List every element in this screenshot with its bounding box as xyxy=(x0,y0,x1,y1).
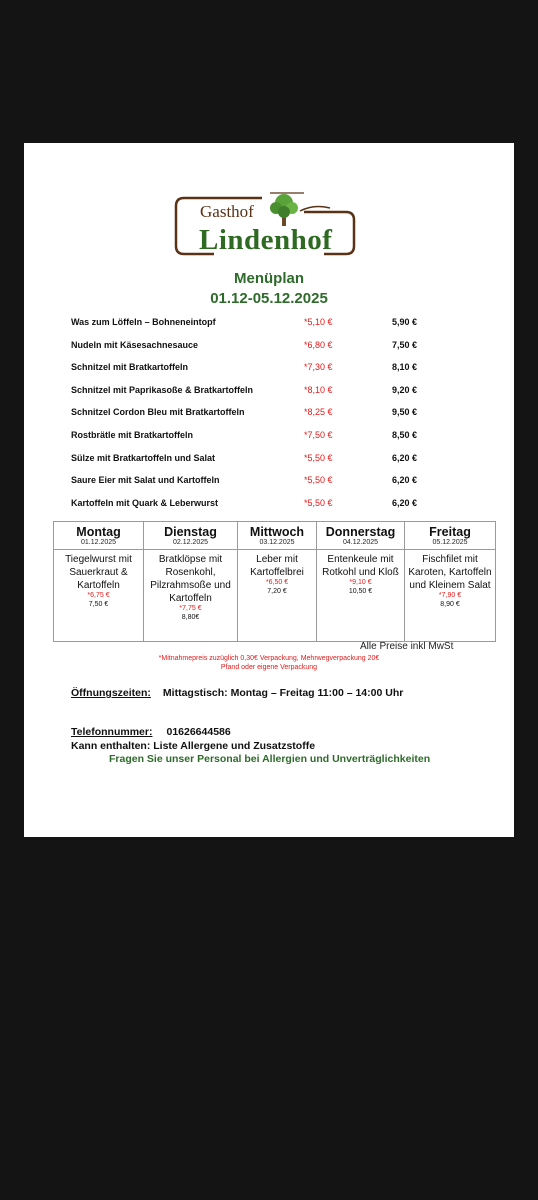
dish-name: Saure Eier mit Salat und Kartoffeln xyxy=(71,475,220,486)
logo-gasthof-text: Gasthof xyxy=(200,202,254,221)
dish-name: Rostbrätle mit Bratkartoffeln xyxy=(71,429,194,440)
dish-price: 6,20 € xyxy=(392,452,418,463)
dish-row xyxy=(71,317,431,340)
day-price: 8,90 € xyxy=(440,601,460,608)
dish-name: Sülze mit Bratkartoffeln und Salat xyxy=(71,452,216,463)
phone-label: Telefonnummer: xyxy=(71,726,153,738)
day-column-thursday xyxy=(317,522,405,641)
day-column-tuesday xyxy=(144,522,238,641)
dish-row xyxy=(71,430,431,453)
dish-takeaway-price: *7,30 € xyxy=(304,362,333,373)
day-takeaway-price: *6,50 € xyxy=(265,579,289,586)
day-takeaway-price: *6,75 € xyxy=(87,592,110,599)
day-name: Montag xyxy=(76,525,121,539)
day-price: 7,50 € xyxy=(88,601,109,608)
weekly-specials-table xyxy=(53,521,496,642)
day-column-friday xyxy=(405,522,495,641)
dish-row xyxy=(71,362,431,385)
day-price: 10,50 € xyxy=(348,588,373,595)
dish-price: 9,20 € xyxy=(392,384,418,395)
dish-takeaway-price: *7,50 € xyxy=(304,429,333,440)
day-date: 02.12.2025 xyxy=(172,539,209,546)
day-date: 05.12.2025 xyxy=(432,539,468,546)
dish-price: 8,10 € xyxy=(392,362,418,373)
day-dish: Entenkeule mit Rotkohl und Kloß xyxy=(322,554,399,578)
phone-number: 01626644586 xyxy=(166,726,231,738)
dish-name: Nudeln mit Käsesachnesauce xyxy=(71,339,199,350)
day-name: Freitag xyxy=(429,525,471,539)
opening-hours-text: Mittagstisch: Montag – Freitag 11:00 – 14:00 Uhr xyxy=(162,687,404,699)
dish-price: 6,20 € xyxy=(392,497,418,508)
day-header xyxy=(238,522,316,550)
dish-takeaway-price: *5,10 € xyxy=(304,317,333,327)
gasthof-lindenhof-logo xyxy=(174,188,356,258)
day-dish: Fischfilet mit Karoten, Kartoffeln und Kleinem Salat xyxy=(408,554,492,591)
dish-name: Schnitzel Cordon Bleu mit Bratkartoffeln xyxy=(71,407,245,418)
day-column-wednesday xyxy=(238,522,317,641)
day-dish: Tiegelwurst mit Sauerkraut & Kartoffeln xyxy=(65,554,132,591)
allergen-note: Kann enthalten: Liste Allergene und Zusatzstoffe xyxy=(71,740,316,752)
day-header xyxy=(54,522,143,550)
day-name: Dienstag xyxy=(164,525,217,539)
dish-price: 5,90 € xyxy=(392,317,418,327)
dish-price: 8,50 € xyxy=(392,429,418,440)
day-date: 03.12.2025 xyxy=(259,539,295,546)
logo-lindenhof-text: Lindenhof xyxy=(199,224,333,256)
dish-name: Was zum Löffeln – Bohneneintopf xyxy=(71,317,216,327)
menu-page xyxy=(24,143,514,837)
dish-row xyxy=(71,340,431,363)
dish-name: Schnitzel mit Paprikasoße & Bratkartoffeln xyxy=(71,384,254,395)
day-date: 01.12.2025 xyxy=(80,539,117,546)
day-dish: Leber mit Kartoffelbrei xyxy=(250,554,304,578)
vat-note: Alle Preise inkl MwSt xyxy=(360,641,454,652)
dish-row xyxy=(71,498,431,521)
dish-name: Kartoffeln mit Quark & Leberwurst xyxy=(71,497,219,508)
day-dish: Bratklöpse mit Rosenkohl, Pilzrahmsoße und Kartoffeln xyxy=(150,554,231,604)
opening-hours-label: Öffnungszeiten: xyxy=(71,687,151,699)
day-name: Mittwoch xyxy=(249,525,305,539)
dish-list xyxy=(71,317,431,520)
deposit-note: Pfand oder eigene Verpackung xyxy=(220,664,318,671)
day-takeaway-price: *7,75 € xyxy=(179,605,202,612)
menu-title: Menüplan xyxy=(234,270,304,287)
day-header xyxy=(144,522,237,550)
dish-takeaway-price: *5,50 € xyxy=(304,497,333,508)
day-header xyxy=(317,522,404,550)
dish-row xyxy=(71,475,431,498)
dish-takeaway-price: *5,50 € xyxy=(304,475,333,486)
dish-row xyxy=(71,385,431,408)
dish-takeaway-price: *8,10 € xyxy=(304,384,333,395)
dish-takeaway-price: *6,80 € xyxy=(304,339,333,350)
day-takeaway-price: *7,90 € xyxy=(438,592,462,599)
dish-name: Schnitzel mit Bratkartoffeln xyxy=(71,362,189,373)
dish-row xyxy=(71,453,431,476)
dish-price: 9,50 € xyxy=(392,407,418,418)
dish-price: 7,50 € xyxy=(392,339,418,350)
dish-takeaway-price: *5,50 € xyxy=(304,452,333,463)
day-date: 04.12.2025 xyxy=(342,539,379,546)
opening-hours xyxy=(71,687,403,699)
day-takeaway-price: *9,10 € xyxy=(349,579,372,586)
phone-line xyxy=(71,726,231,738)
ask-staff-note: Fragen Sie unser Personal bei Allergien und Unverträglichkeiten xyxy=(109,753,431,765)
dish-price: 6,20 € xyxy=(392,475,418,486)
day-header xyxy=(405,522,495,550)
day-column-monday xyxy=(54,522,144,641)
dish-row xyxy=(71,407,431,430)
day-name: Donnerstag xyxy=(325,525,396,539)
dish-takeaway-price: *8,25 € xyxy=(304,407,333,418)
takeaway-note: *Mitnahmepreis zuzüglich 0,30€ Verpackung, Mehrwegverpackung 20€ xyxy=(158,655,380,662)
day-price: 7,20 € xyxy=(267,588,287,595)
day-price: 8,80€ xyxy=(181,614,200,621)
menu-dates: 01.12-05.12.2025 xyxy=(210,290,328,307)
